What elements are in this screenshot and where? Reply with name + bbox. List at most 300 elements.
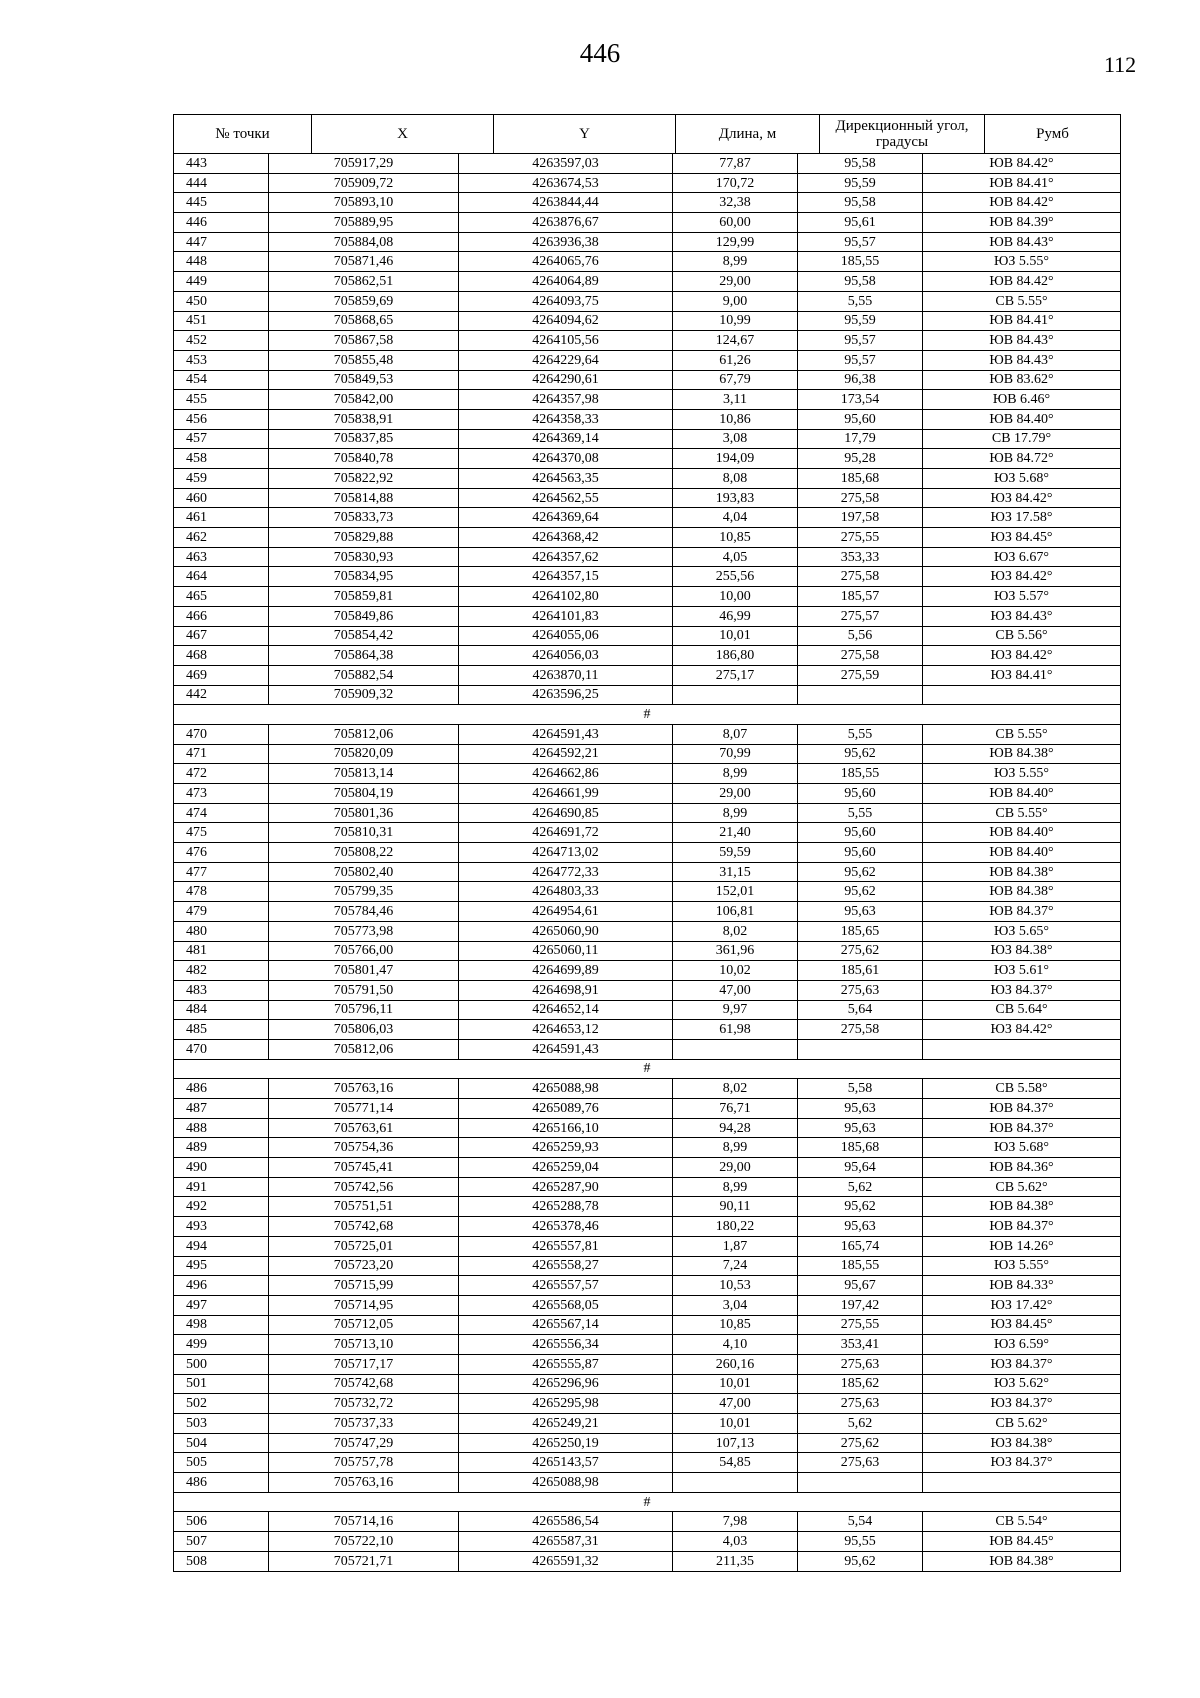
cell-angle: 275,62 (798, 941, 923, 961)
column-header-y: Y (494, 115, 676, 154)
table-row (174, 547, 1121, 567)
cell-rumb: ЮВ 84.38° (923, 882, 1121, 902)
cell-x: 705882,54 (269, 665, 459, 685)
cell-x: 705801,47 (269, 961, 459, 981)
cell-point: 451 (174, 311, 269, 331)
cell-rumb: ЮВ 84.45° (923, 1532, 1121, 1552)
cell-x: 705917,29 (269, 154, 459, 174)
cell-x: 705808,22 (269, 843, 459, 863)
cell-x: 705814,88 (269, 488, 459, 508)
separator-row (174, 705, 1121, 725)
cell-angle: 5,62 (798, 1177, 923, 1197)
cell-length: 70,99 (673, 744, 798, 764)
cell-angle: 95,60 (798, 823, 923, 843)
cell-angle: 95,60 (798, 843, 923, 863)
cell-length: 260,16 (673, 1354, 798, 1374)
table-row (174, 272, 1121, 292)
cell-rumb: ЮЗ 84.41° (923, 665, 1121, 685)
cell-point: 488 (174, 1118, 269, 1138)
cell-y: 4264713,02 (459, 843, 673, 863)
cell-y: 4264369,14 (459, 429, 673, 449)
cell-length: 59,59 (673, 843, 798, 863)
cell-x: 705732,72 (269, 1394, 459, 1414)
cell-angle: 275,58 (798, 1020, 923, 1040)
cell-point: 493 (174, 1217, 269, 1237)
cell-y: 4263674,53 (459, 173, 673, 193)
cell-rumb: ЮВ 84.36° (923, 1158, 1121, 1178)
cell-point: 460 (174, 488, 269, 508)
cell-angle: 95,63 (798, 1099, 923, 1119)
cell-y: 4264290,61 (459, 370, 673, 390)
cell-rumb: ЮЗ 84.43° (923, 606, 1121, 626)
table-row (174, 784, 1121, 804)
cell-y: 4265591,32 (459, 1551, 673, 1571)
cell-length: 61,26 (673, 350, 798, 370)
separator-mark: # (174, 1059, 1121, 1079)
column-header-angle: Дирекционный угол, градусы (820, 115, 985, 154)
table-row (174, 902, 1121, 922)
cell-x: 705796,11 (269, 1000, 459, 1020)
table-row (174, 390, 1121, 410)
cell-point: 489 (174, 1138, 269, 1158)
cell-angle (798, 1039, 923, 1059)
cell-length: 8,99 (673, 1138, 798, 1158)
cell-x: 705806,03 (269, 1020, 459, 1040)
cell-point: 447 (174, 232, 269, 252)
cell-rumb: ЮВ 84.42° (923, 193, 1121, 213)
cell-y: 4265555,87 (459, 1354, 673, 1374)
cell-length: 7,98 (673, 1512, 798, 1532)
table-row (174, 1295, 1121, 1315)
cell-x: 705871,46 (269, 252, 459, 272)
cell-point: 448 (174, 252, 269, 272)
cell-y: 4265587,31 (459, 1532, 673, 1552)
cell-angle: 95,55 (798, 1532, 923, 1552)
cell-rumb: СВ 5.56° (923, 626, 1121, 646)
cell-length: 1,87 (673, 1236, 798, 1256)
cell-point: 481 (174, 941, 269, 961)
separator-mark: # (174, 1492, 1121, 1512)
cell-angle: 95,62 (798, 1551, 923, 1571)
cell-x: 705909,32 (269, 685, 459, 705)
cell-point: 450 (174, 291, 269, 311)
cell-point: 476 (174, 843, 269, 863)
cell-rumb: ЮВ 84.37° (923, 1217, 1121, 1237)
cell-length: 107,13 (673, 1433, 798, 1453)
cell-x: 705742,68 (269, 1374, 459, 1394)
cell-y: 4264803,33 (459, 882, 673, 902)
cell-angle: 275,63 (798, 1453, 923, 1473)
cell-rumb: ЮВ 84.40° (923, 823, 1121, 843)
cell-angle: 95,60 (798, 409, 923, 429)
cell-x: 705834,95 (269, 567, 459, 587)
cell-y: 4264055,06 (459, 626, 673, 646)
cell-x: 705813,14 (269, 764, 459, 784)
cell-y: 4264653,12 (459, 1020, 673, 1040)
cell-angle: 95,59 (798, 173, 923, 193)
cell-length: 3,08 (673, 429, 798, 449)
cell-x: 705784,46 (269, 902, 459, 922)
cell-angle: 95,61 (798, 213, 923, 233)
table-row (174, 606, 1121, 626)
cell-angle: 96,38 (798, 370, 923, 390)
cell-angle: 95,57 (798, 331, 923, 351)
cell-y: 4264370,08 (459, 449, 673, 469)
cell-x: 705837,85 (269, 429, 459, 449)
cell-angle: 275,63 (798, 980, 923, 1000)
cell-y: 4264357,15 (459, 567, 673, 587)
cell-point: 466 (174, 606, 269, 626)
cell-rumb: ЮВ 84.43° (923, 331, 1121, 351)
cell-rumb: ЮЗ 5.65° (923, 921, 1121, 941)
cell-y: 4263844,44 (459, 193, 673, 213)
cell-angle: 185,68 (798, 1138, 923, 1158)
cell-angle: 95,58 (798, 154, 923, 174)
cell-length: 4,03 (673, 1532, 798, 1552)
cell-y: 4264699,89 (459, 961, 673, 981)
cell-length: 10,01 (673, 626, 798, 646)
cell-x: 705893,10 (269, 193, 459, 213)
cell-rumb: ЮВ 84.43° (923, 350, 1121, 370)
cell-y: 4264592,21 (459, 744, 673, 764)
cell-y: 4264591,43 (459, 724, 673, 744)
cell-rumb: ЮВ 84.39° (923, 213, 1121, 233)
table-row (174, 882, 1121, 902)
cell-angle: 17,79 (798, 429, 923, 449)
cell-point: 500 (174, 1354, 269, 1374)
cell-x: 705854,42 (269, 626, 459, 646)
cell-x: 705889,95 (269, 213, 459, 233)
cell-rumb: СВ 5.54° (923, 1512, 1121, 1532)
cell-point: 492 (174, 1197, 269, 1217)
table-row (174, 173, 1121, 193)
table-row (174, 1177, 1121, 1197)
cell-angle: 95,67 (798, 1276, 923, 1296)
cell-length (673, 685, 798, 705)
cell-angle: 5,56 (798, 626, 923, 646)
table-row (174, 193, 1121, 213)
cell-x: 705829,88 (269, 528, 459, 548)
cell-angle: 275,63 (798, 1394, 923, 1414)
table-row (174, 961, 1121, 981)
table-row (174, 528, 1121, 548)
cell-point: 457 (174, 429, 269, 449)
table-body (174, 154, 1121, 1572)
table-row (174, 1256, 1121, 1276)
cell-rumb: СВ 5.58° (923, 1079, 1121, 1099)
cell-rumb: ЮЗ 5.55° (923, 252, 1121, 272)
cell-point: 498 (174, 1315, 269, 1335)
cell-length: 8,99 (673, 252, 798, 272)
cell-point: 502 (174, 1394, 269, 1414)
cell-x: 705771,14 (269, 1099, 459, 1119)
cell-x: 705773,98 (269, 921, 459, 941)
cell-y: 4265287,90 (459, 1177, 673, 1197)
table-row (174, 370, 1121, 390)
cell-y: 4264591,43 (459, 1039, 673, 1059)
cell-rumb: ЮЗ 84.45° (923, 1315, 1121, 1335)
cell-x: 705763,16 (269, 1473, 459, 1493)
cell-y: 4264056,03 (459, 646, 673, 666)
cell-x: 705868,65 (269, 311, 459, 331)
cell-point: 508 (174, 1551, 269, 1571)
table-row (174, 1118, 1121, 1138)
cell-y: 4264698,91 (459, 980, 673, 1000)
cell-length: 186,80 (673, 646, 798, 666)
cell-length: 4,05 (673, 547, 798, 567)
cell-point: 480 (174, 921, 269, 941)
cell-point: 467 (174, 626, 269, 646)
table-row (174, 587, 1121, 607)
cell-rumb: ЮВ 84.40° (923, 409, 1121, 429)
table-row (174, 1551, 1121, 1571)
cell-point: 477 (174, 862, 269, 882)
cell-rumb: ЮЗ 17.42° (923, 1295, 1121, 1315)
cell-y: 4264662,86 (459, 764, 673, 784)
cell-rumb: ЮЗ 84.37° (923, 1394, 1121, 1414)
cell-x: 705855,48 (269, 350, 459, 370)
cell-point: 478 (174, 882, 269, 902)
cell-x: 705763,16 (269, 1079, 459, 1099)
cell-y: 4265378,46 (459, 1217, 673, 1237)
cell-length: 3,04 (673, 1295, 798, 1315)
cell-rumb: СВ 5.64° (923, 1000, 1121, 1020)
cell-point: 504 (174, 1433, 269, 1453)
cell-rumb: ЮВ 84.41° (923, 173, 1121, 193)
cell-x: 705862,51 (269, 272, 459, 292)
cell-x: 705715,99 (269, 1276, 459, 1296)
table-row (174, 1394, 1121, 1414)
cell-rumb: СВ 5.55° (923, 724, 1121, 744)
cell-length: 180,22 (673, 1217, 798, 1237)
cell-rumb: ЮВ 84.42° (923, 154, 1121, 174)
cell-y: 4265556,34 (459, 1335, 673, 1355)
cell-angle: 185,68 (798, 469, 923, 489)
cell-point: 459 (174, 469, 269, 489)
cell-x: 705864,38 (269, 646, 459, 666)
cell-x: 705833,73 (269, 508, 459, 528)
cell-rumb: ЮВ 84.40° (923, 784, 1121, 804)
cell-length: 106,81 (673, 902, 798, 922)
cell-rumb: ЮЗ 17.58° (923, 508, 1121, 528)
table-row (174, 921, 1121, 941)
cell-x: 705714,16 (269, 1512, 459, 1532)
cell-point: 485 (174, 1020, 269, 1040)
cell-x: 705849,53 (269, 370, 459, 390)
cell-angle: 95,63 (798, 1217, 923, 1237)
cell-length: 194,09 (673, 449, 798, 469)
cell-rumb: ЮВ 84.38° (923, 862, 1121, 882)
cell-angle: 185,57 (798, 587, 923, 607)
cell-length: 90,11 (673, 1197, 798, 1217)
cell-angle: 95,28 (798, 449, 923, 469)
cell-angle: 275,58 (798, 646, 923, 666)
cell-x: 705791,50 (269, 980, 459, 1000)
cell-angle: 95,57 (798, 350, 923, 370)
cell-point: 452 (174, 331, 269, 351)
cell-y: 4265586,54 (459, 1512, 673, 1532)
cell-y: 4264562,55 (459, 488, 673, 508)
cell-length: 4,04 (673, 508, 798, 528)
cell-angle: 185,65 (798, 921, 923, 941)
cell-point: 501 (174, 1374, 269, 1394)
cell-y: 4265557,57 (459, 1276, 673, 1296)
table-row (174, 469, 1121, 489)
cell-rumb: СВ 5.55° (923, 291, 1121, 311)
cell-point: 470 (174, 1039, 269, 1059)
cell-angle: 95,58 (798, 272, 923, 292)
table-row (174, 764, 1121, 784)
cell-y: 4265089,76 (459, 1099, 673, 1119)
cell-x: 705840,78 (269, 449, 459, 469)
cell-angle: 353,33 (798, 547, 923, 567)
cell-point: 468 (174, 646, 269, 666)
cell-rumb: ЮВ 84.38° (923, 1551, 1121, 1571)
cell-angle: 95,62 (798, 744, 923, 764)
cell-y: 4265568,05 (459, 1295, 673, 1315)
table-row (174, 1315, 1121, 1335)
cell-length: 152,01 (673, 882, 798, 902)
cell-angle: 197,42 (798, 1295, 923, 1315)
table-row (174, 823, 1121, 843)
cell-point: 497 (174, 1295, 269, 1315)
cell-rumb: ЮЗ 6.67° (923, 547, 1121, 567)
cell-angle: 165,74 (798, 1236, 923, 1256)
cell-length: 76,71 (673, 1099, 798, 1119)
cell-angle: 275,58 (798, 488, 923, 508)
table-row (174, 1335, 1121, 1355)
cell-point: 486 (174, 1079, 269, 1099)
cell-angle: 95,63 (798, 902, 923, 922)
cell-y: 4264358,33 (459, 409, 673, 429)
table-row (174, 1414, 1121, 1434)
table-row (174, 843, 1121, 863)
cell-y: 4265259,04 (459, 1158, 673, 1178)
cell-length: 10,01 (673, 1374, 798, 1394)
cell-point: 444 (174, 173, 269, 193)
cell-angle: 95,62 (798, 1197, 923, 1217)
table-row (174, 1217, 1121, 1237)
cell-rumb (923, 1039, 1121, 1059)
cell-point: 461 (174, 508, 269, 528)
cell-length: 10,01 (673, 1414, 798, 1434)
cell-point: 496 (174, 1276, 269, 1296)
cell-y: 4265060,11 (459, 941, 673, 961)
cell-y: 4265296,96 (459, 1374, 673, 1394)
cell-x: 705838,91 (269, 409, 459, 429)
cell-length: 170,72 (673, 173, 798, 193)
cell-y: 4265295,98 (459, 1394, 673, 1414)
cell-length: 8,02 (673, 921, 798, 941)
cell-angle: 275,57 (798, 606, 923, 626)
column-header-length: Длина, м (676, 115, 820, 154)
page-number-top: 446 (579, 38, 621, 68)
cell-y: 4264094,62 (459, 311, 673, 331)
cell-rumb: ЮВ 14.26° (923, 1236, 1121, 1256)
cell-rumb: ЮВ 84.40° (923, 843, 1121, 863)
cell-angle (798, 1473, 923, 1493)
table-row (174, 1512, 1121, 1532)
cell-length: 31,15 (673, 862, 798, 882)
table-row (174, 508, 1121, 528)
table-row (174, 1374, 1121, 1394)
table-row (174, 1473, 1121, 1493)
table-row (174, 1158, 1121, 1178)
cell-rumb: ЮВ 84.38° (923, 744, 1121, 764)
cell-length: 29,00 (673, 784, 798, 804)
cell-point: 506 (174, 1512, 269, 1532)
cell-point: 494 (174, 1236, 269, 1256)
cell-y: 4265166,10 (459, 1118, 673, 1138)
cell-x: 705721,71 (269, 1551, 459, 1571)
cell-y: 4265060,90 (459, 921, 673, 941)
cell-point: 458 (174, 449, 269, 469)
cell-length: 7,24 (673, 1256, 798, 1276)
table-row (174, 1039, 1121, 1059)
cell-length: 193,83 (673, 488, 798, 508)
cell-rumb: СВ 5.62° (923, 1177, 1121, 1197)
cell-rumb: ЮЗ 84.42° (923, 488, 1121, 508)
cell-x: 705884,08 (269, 232, 459, 252)
table-row (174, 1433, 1121, 1453)
cell-point: 482 (174, 961, 269, 981)
cell-point: 472 (174, 764, 269, 784)
cell-angle (798, 685, 923, 705)
cell-y: 4265567,14 (459, 1315, 673, 1335)
cell-length: 211,35 (673, 1551, 798, 1571)
cell-length: 10,85 (673, 1315, 798, 1335)
cell-point: 456 (174, 409, 269, 429)
cell-rumb: ЮЗ 84.45° (923, 528, 1121, 548)
separator-mark: # (174, 705, 1121, 725)
table-row (174, 1138, 1121, 1158)
cell-y: 4265250,19 (459, 1433, 673, 1453)
cell-length: 255,56 (673, 567, 798, 587)
table-row (174, 626, 1121, 646)
cell-x: 705745,41 (269, 1158, 459, 1178)
cell-length: 9,97 (673, 1000, 798, 1020)
cell-y: 4264101,83 (459, 606, 673, 626)
column-header-x: X (312, 115, 494, 154)
cell-angle: 95,62 (798, 882, 923, 902)
cell-angle: 5,62 (798, 1414, 923, 1434)
cell-length: 4,10 (673, 1335, 798, 1355)
cell-length (673, 1039, 798, 1059)
separator-row (174, 1492, 1121, 1512)
cell-rumb: СВ 5.62° (923, 1414, 1121, 1434)
separator-row (174, 1059, 1121, 1079)
cell-rumb: ЮЗ 84.42° (923, 646, 1121, 666)
table-header (173, 114, 1121, 154)
cell-y: 4263597,03 (459, 154, 673, 174)
cell-x: 705723,20 (269, 1256, 459, 1276)
cell-point: 445 (174, 193, 269, 213)
cell-x: 705812,06 (269, 1039, 459, 1059)
cell-length: 60,00 (673, 213, 798, 233)
table-row (174, 488, 1121, 508)
cell-angle: 275,55 (798, 1315, 923, 1335)
cell-point: 499 (174, 1335, 269, 1355)
cell-length: 3,11 (673, 390, 798, 410)
cell-rumb: ЮЗ 5.55° (923, 1256, 1121, 1276)
cell-x: 705859,69 (269, 291, 459, 311)
cell-rumb (923, 1473, 1121, 1493)
cell-x: 705712,05 (269, 1315, 459, 1335)
cell-x: 705754,36 (269, 1138, 459, 1158)
cell-x: 705909,72 (269, 173, 459, 193)
cell-point: 443 (174, 154, 269, 174)
cell-length: 10,02 (673, 961, 798, 981)
